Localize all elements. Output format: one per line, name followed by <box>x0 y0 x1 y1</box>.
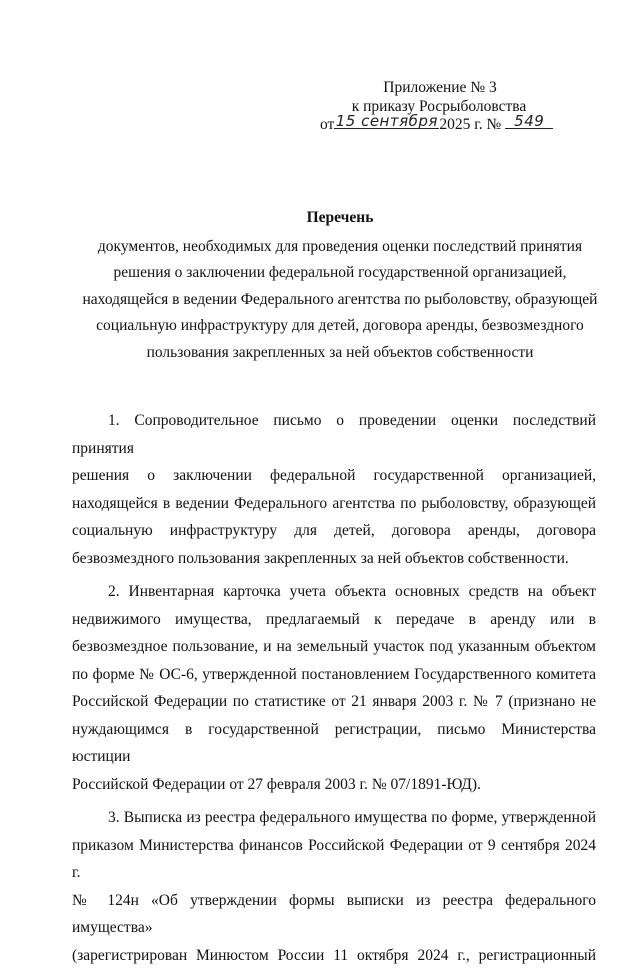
order-reference: к приказу Росрыболовства <box>351 97 527 115</box>
text-line: Российской Федерации от 27 февраля 2003 г. № 07/1891-ЮД). <box>72 775 481 793</box>
text-line: безвозмездное пользование, и на земельный участок под указанным объектом <box>72 638 596 655</box>
appendix-header <box>300 79 560 135</box>
title-line: решения о заключении федеральной государственной организацией, <box>113 264 567 281</box>
text-line: (зарегистрирован Минюстом России 11 октября 2024 г., регистрационный <box>72 946 596 964</box>
text-line: социальную инфраструктуру для детей, договора аренды, договора <box>72 522 596 539</box>
handwritten-date: 15 сентября <box>335 112 438 130</box>
text-line: 3. Выписка из реестра федерального имущества по форме, утвержденной <box>108 809 596 826</box>
text-line: по форме № ОС-6, утвержденной постановлением Государственного комитета <box>72 665 596 683</box>
appendix-number: Приложение № 3 <box>383 79 497 96</box>
list-item-1 <box>72 407 596 572</box>
title-line: пользования закрепленных за ней объектов собственности <box>146 343 534 361</box>
text-line: решения о заключении федеральной государственной организацией, <box>72 467 596 484</box>
text-line: 2. Инвентарная карточка учета объекта основных средств на объект <box>108 583 596 600</box>
text-line: находящейся в ведении Федерального агентства по рыболовству, образующей <box>72 494 596 512</box>
text-line: Российской Федерации по статистике от 21 января 2003 г. № 7 (признано не <box>72 693 596 710</box>
text-line: недвижимого имущества, предлагаемый к передаче в аренду или в <box>72 610 596 628</box>
title-line: находящейся в ведении Федерального агентства по рыболовству, образующей <box>82 290 598 308</box>
text-line: № 124н «Об утверждении формы выписки из реестра федерального имущества» <box>72 891 596 936</box>
list-item-2 <box>72 578 596 798</box>
text-line: 1. Сопроводительное письмо о проведении оценки последствий принятия <box>72 412 596 457</box>
year-number-label: 2025 г. № <box>439 116 502 133</box>
text-line: нуждающимся в государственной регистрации, письмо Министерства юстиции <box>72 720 596 765</box>
title-line: социальную инфраструктуру для детей, договора аренды, безвозмездного <box>96 317 584 334</box>
title-line: документов, необходимых для проведения оценки последствий принятия <box>97 237 583 255</box>
text-line: безвозмездного пользования закрепленных за ней объектов собственности. <box>72 549 569 567</box>
document-body <box>72 407 596 975</box>
order-date-line <box>300 112 560 135</box>
list-item-3 <box>72 804 596 969</box>
text-line: приказом Министерства финансов Российской Федерации от 9 сентября 2024 г. <box>72 836 596 881</box>
handwritten-order-number: 549 <box>505 114 553 129</box>
date-prefix: от <box>320 116 335 133</box>
title-heading: Перечень <box>306 209 374 226</box>
document-title <box>60 205 620 366</box>
